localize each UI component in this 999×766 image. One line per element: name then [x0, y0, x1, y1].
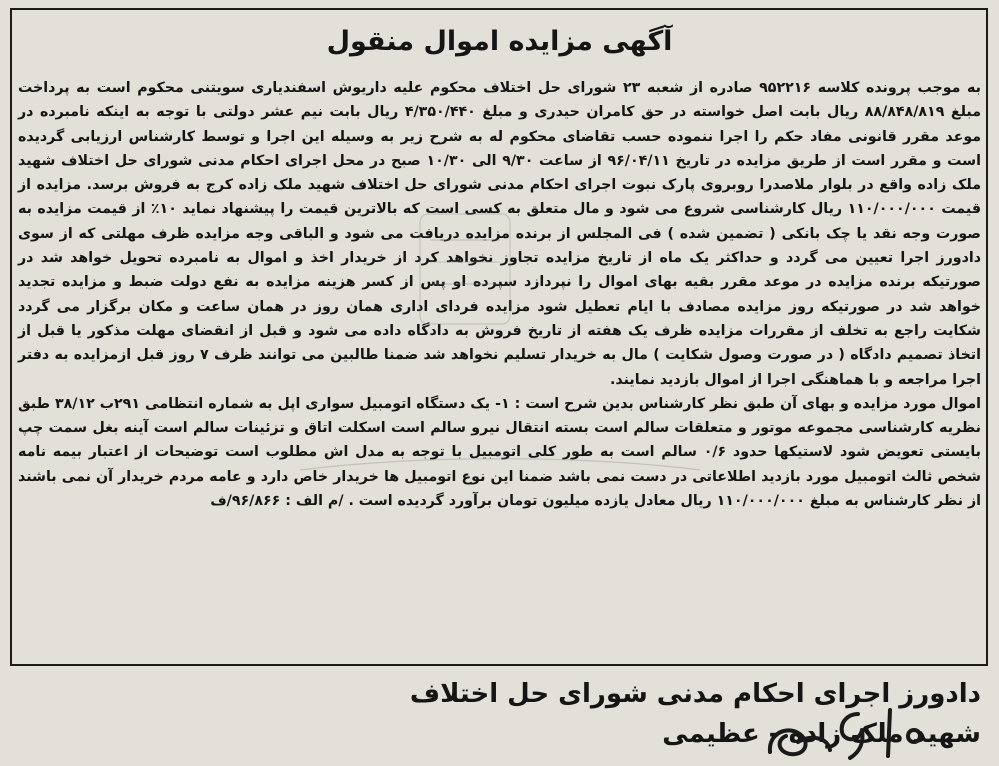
notice-title: آگهی مزایده اموال منقول — [326, 26, 673, 57]
notice-body — [18, 76, 981, 513]
notice-paragraph-main: به موجب پرونده کلاسه ۹۵۲۲۱۶ صادره از شعبه ۲۳ شورای حل اختلاف محکوم علیه داریوش اسفندیاری سویتنی محکوم است به پرداخت مبلغ ۸۸/۸۴۸/۸۱۹ ریال بابت اصل خواسته در حق کامران حیدری و مبلغ ۴/۳۵۰/۴۴۰ ریال بابت نیم عشر دولتی با توجه به اینکه نامبرده در موعد مقرر قانونی مفاد حکم را اجرا ننموده حسب تقاضای محکوم له به شرح زیر به وسیله این اجرا و توسط کارشناس ارزیابی گردیده است و مقرر است از طریق مزایده در تاریخ ۹۶/۰۴/۱۱ از ساعت ۹/۳۰ الی ۱۰/۳۰ صبح در محل اجرای احکام مدنی شورای حل اختلاف شهید ملک زاده واقع در بلوار ملاصدرا روبروی پارک نبوت اجرای احکام مدنی شورای حل اختلاف شهید ملک زاده کرج به فروش برسد. مزایده از قیمت ۱۱۰/۰۰۰/۰۰۰ ریال کارشناسی شروع می شود و مال متعلق به کسی است که بالاترین قیمت را پیشنهاد نماید ۱۰٪ از قیمت مزایده به صورت وجه نقد یا چک بانکی ( تضمین شده ) فی المجلس از برنده مزایده دریافت می شود و الباقی وجه مزایده ظرف مهلتی که از سوی دادورز اجرا تعیین می گردد و حداکثر یک ماه از تاریخ مزایده تجاوز نخواهد کرد از خریدار اخذ و اموال به نامبرده تحویل خواهد شد در صورتیکه برنده مزایده در موعد مقرر بقیه بهای اموال را نپردازد سپرده او پس از کسر هزینه مزایده به نفع دولت ضبط و مزایده تجدید خواهد شد در صورتیکه روز مزایده مصادف با ایام تعطیل شود مزایده فردای اداری همان روز در همان ساعت و مکان برگزار می گردد شکایت راجع به تخلف از مقررات مزایده ظرف یک هفته از تاریخ فروش به دادگاه داده می شود و قبل از انقضای مهلت مذکور یا قبل از اتخاذ تصمیم دادگاه ( در صورت وصول شکایت ) مال به خریدار تسلیم نخواهد شد ضمنا طالبین می توانند ظرف ۷ روز قبل ازمزایده به دفتر اجرا مراجعه و با هماهنگی اجرا از اموال بازدید نمایند. — [18, 80, 981, 388]
handwritten-number-mark — [750, 692, 990, 766]
signature-name: شهید ملک زاده - عظیمی — [662, 719, 981, 749]
notice-paragraph-property: اموال مورد مزایده و بهای آن طبق نظر کارشناس بدین شرح است : ۱- یک دستگاه اتومبیل سواری اپل به شماره انتظامی ۲۹۱ب ۳۸/۱۲ طبق نظریه کارشناسی مجموعه موتور و متعلقات سالم است بسته انتقال نیرو سالم است اسکلت اتاق و تزئینات سالم است آینه بغل سمت چپ بایستی تعویض شود لاستیکها حدود ۰/۶ سالم است به طور کلی اتومبیل با توجه به مدل اش مطلوب است توضیحات از اعتبار بیمه نامه شخص ثالث اتومبیل مورد بازدید اطلاعاتی در دست نمی باشد ضمنا این نوع اتومبیل ها خریدار خاص دارد و عامه مردم خریدار آن نمی باشند از نظر کارشناس به مبلغ ۱۱۰/۰۰۰/۰۰۰ ریال معادل یازده میلیون تومان برآورد گردیده است . /م الف : ۹۶/۸۶۶/ف — [18, 395, 981, 510]
signature-title: دادورز اجرای احکام مدنی شورای حل اختلاف — [409, 679, 981, 709]
